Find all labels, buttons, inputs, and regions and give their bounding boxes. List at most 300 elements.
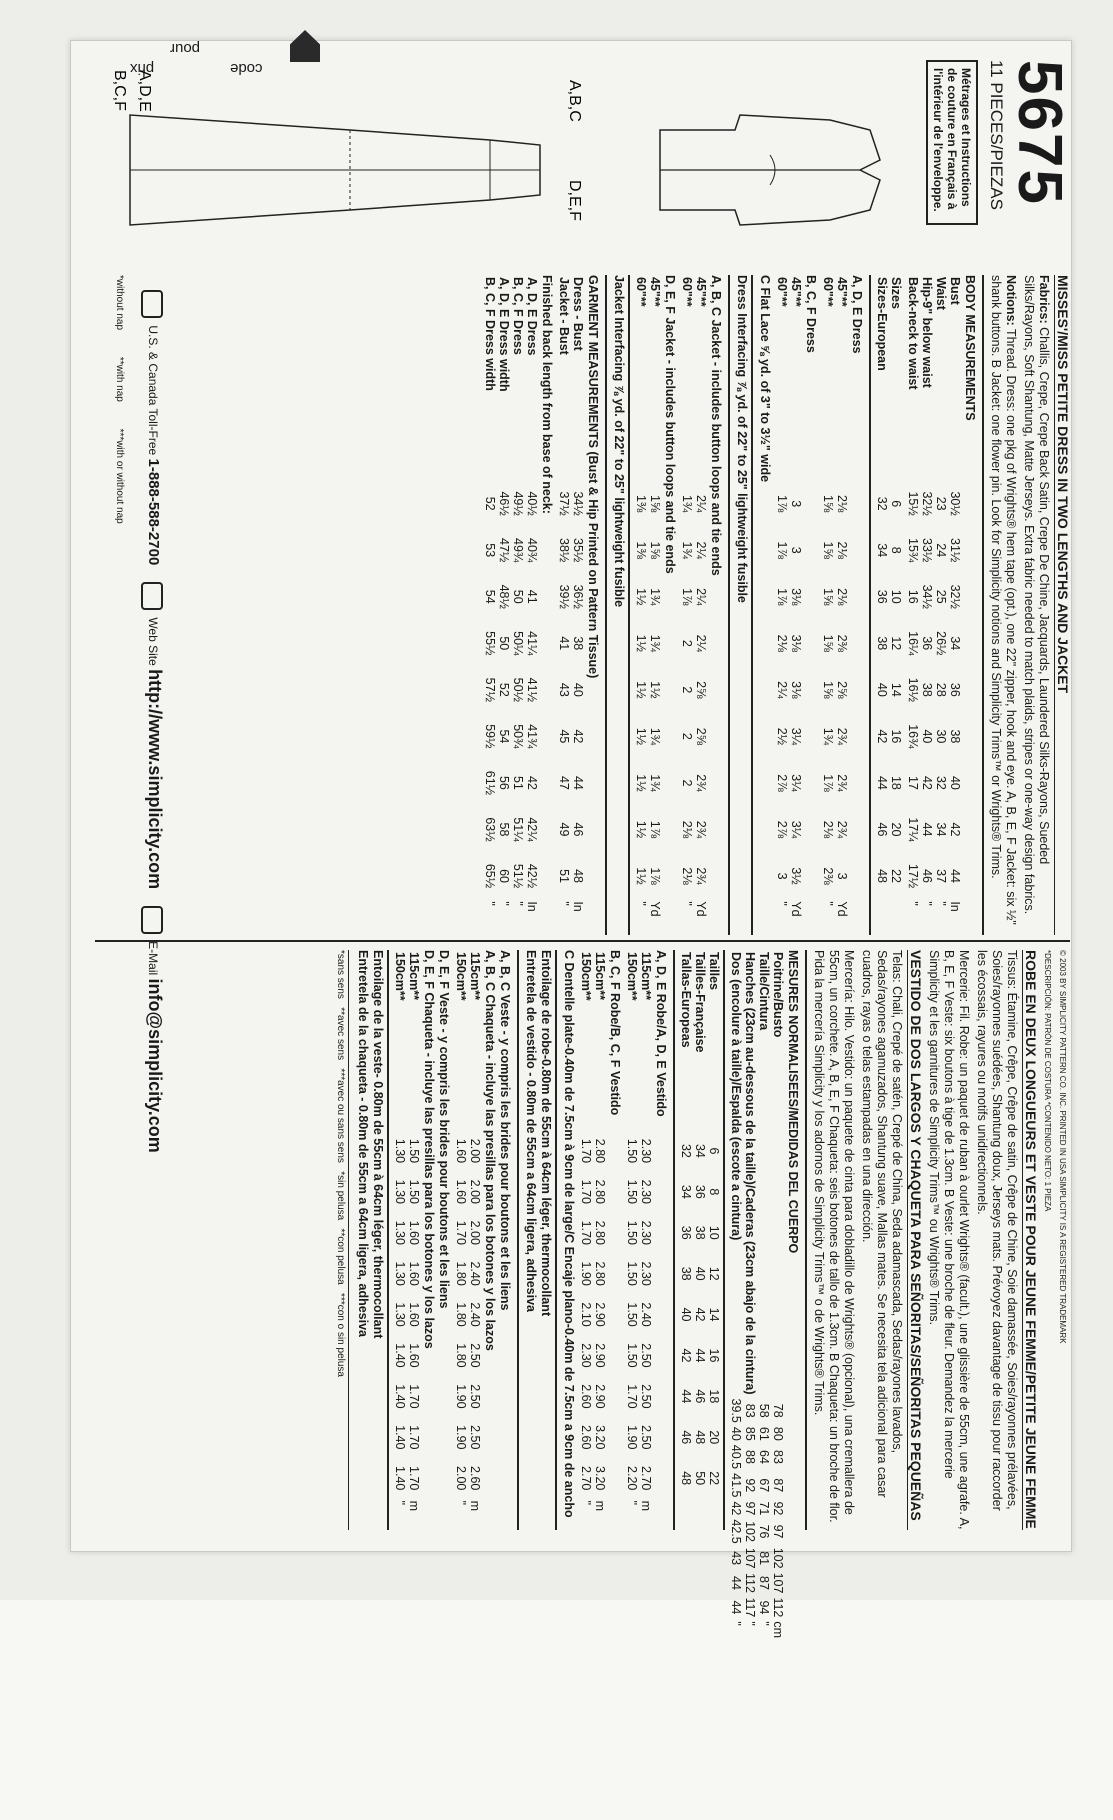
table-cell: 92: [771, 1501, 785, 1516]
table-cell: 2⅞: [775, 774, 789, 792]
unit-cell: In: [948, 901, 962, 912]
table-cell: 1½: [634, 634, 648, 652]
table-cell: 85: [743, 1426, 757, 1441]
table-cell: 34: [934, 822, 948, 837]
table-cell: 1¾: [648, 588, 662, 606]
table-cell: 32: [875, 496, 889, 511]
table-row: [757, 950, 771, 1640]
table-cell: 41½: [525, 677, 539, 703]
table-cell: 1.90: [454, 1425, 468, 1450]
table-cell: 2¾: [694, 774, 708, 792]
unit-cell: m: [468, 1500, 482, 1512]
table-cell: 1½: [634, 588, 648, 606]
table-cell: 49¾: [511, 538, 525, 563]
legal-line-1: © 2003 BY SIMPLICITY PATTERN CO. INC. PRINTED IN USA SIMPLICITY IS A REGISTERED TRADEMARK: [1058, 950, 1067, 1344]
table-cell: 2: [680, 732, 694, 740]
row-label: 60"**: [821, 277, 835, 307]
dentelle-line: C Dentelle plate-0.40m de 7.5cm à 9cm de large/C Encaje plano-0.40m de 7.5cm a 9cm de ancho: [562, 950, 576, 1518]
sizes-table: [875, 275, 903, 935]
email-link[interactable]: info@simplicity.com: [145, 978, 165, 1153]
table-cell: 6: [707, 1147, 721, 1155]
legal-line-2: *DESCRIPCIÓN: PATRÓN DE COSTURA *CONTENIDO NETO: 1 PIEZA: [1043, 950, 1052, 1212]
table-row: [634, 275, 648, 935]
fabrics-text: Fabrics: Challis, Crepe, Crepe Back Satin, Crepe De Chine, Jacquards, Laundered Silks-Rayons, Sueded Silks/Rayons, Soft Shantung, Matte Jerseys. Extra fabric needed to match plaids, stripes or one-way design fabrics.: [1022, 275, 1051, 915]
table-cell: 2.30: [639, 1179, 653, 1205]
table-cell: 2.10: [579, 1302, 593, 1327]
table-cell: 8: [889, 546, 903, 554]
row-label: Tallas-Europeas: [679, 952, 693, 1048]
row-label: 45"**: [835, 277, 849, 307]
table-cell: 49½: [511, 491, 525, 516]
table-cell: 50: [497, 636, 511, 651]
table-cell: 1¾: [648, 774, 662, 792]
table-cell: 34½: [920, 584, 934, 609]
table-cell: 1.50: [407, 1179, 421, 1205]
table-cell: 2.80: [593, 1220, 607, 1245]
table-cell: 1.50: [625, 1343, 639, 1368]
table-cell: 47: [557, 775, 571, 790]
merceria-text: Mercería: Hilo. Vestido: un paquete de cinta para dobladillo de Wrights® (opcional), una cremallera de 55cm, un corchete. A, B, E, F Chaqueta: seis botones de tallo de 1.3cm. B Chaqueta: un broche de flor. Pida la mercería Simplicity y los adornos de Simplicity Trims™ o de Wrights® Trims.: [812, 950, 856, 1523]
table-cell: 1⅞: [775, 494, 789, 513]
table-cell: 2.80: [593, 1261, 607, 1286]
table-cell: 2.00: [468, 1179, 482, 1205]
phone-number[interactable]: 1-888-588-2700: [145, 458, 162, 566]
table-cell: 2⅛: [835, 541, 849, 559]
table-cell: 22: [889, 869, 903, 883]
pieces-count: 11 PIECES/PIEZAS: [987, 60, 1006, 210]
table-cell: 38: [920, 682, 934, 697]
mercerie-text: Mercerie: Fil. Robe: un paquet de ruban à ourlet Wrights® (facult.), une glissière de 55cm, une agrafe. A, B, E, F Veste: six boutons à tige de 1.3cm. B Veste: une broche de fleur. Demandez la mercerie Simplicity et les garnitures de Simplicity Trims™ ou Wrights® Trims.: [927, 950, 971, 1530]
table-cell: 1¾: [680, 494, 694, 513]
table-cell: 76: [757, 1524, 771, 1539]
table-cell: 80: [771, 1426, 785, 1441]
table-row: [835, 275, 849, 935]
table-cell: 1⅝: [648, 541, 662, 559]
table-cell: 51: [511, 775, 525, 790]
table-cell: 16¼: [906, 631, 920, 656]
table-cell: 20: [707, 1430, 721, 1445]
table-cell: 34: [948, 636, 962, 651]
unit-cell: Yd: [789, 901, 803, 917]
table-cell: 42¼: [525, 817, 539, 842]
table-cell: 3.20: [593, 1466, 607, 1491]
row-label: Hanches (23cm au-dessous de la taille)/Caderas (23cm abajo de la cintura): [743, 952, 757, 1395]
table-cell: 36½: [571, 584, 585, 609]
table-cell: 2.80: [593, 1179, 607, 1205]
table-cell: 42: [948, 822, 962, 837]
unit-cell: m: [407, 1500, 421, 1512]
table-row: [771, 950, 785, 1640]
table-row: [934, 275, 948, 935]
table-cell: 36: [679, 1225, 693, 1240]
table-cell: 35½: [571, 538, 585, 563]
table-cell: 42: [679, 1348, 693, 1363]
table-cell: 40.5: [729, 1444, 743, 1470]
table-cell: 61½: [483, 770, 497, 796]
unit-cell: m: [639, 1500, 653, 1512]
table-cell: 107: [743, 1547, 757, 1569]
table-cell: 32: [679, 1143, 693, 1158]
table-row: [407, 950, 421, 1530]
table-cell: 1.50: [407, 1138, 421, 1164]
table-cell: 45: [557, 729, 571, 744]
table-cell: 25: [934, 589, 948, 604]
footnote-1: *without nap: [114, 275, 125, 331]
table-cell: 12: [707, 1266, 721, 1281]
table-cell: 59½: [483, 724, 497, 749]
fr-footnote-3: ***avec ou sans sens: [335, 1068, 346, 1163]
table-cell: 2¾: [835, 774, 849, 792]
table-row: [625, 950, 639, 1530]
unit-cell: ": [393, 1500, 407, 1506]
table-row: [920, 275, 934, 935]
table-cell: 2.90: [593, 1384, 607, 1409]
table-cell: 63½: [483, 817, 497, 842]
dress-ade-label: A, D, E Dress: [850, 275, 864, 354]
table-cell: 48: [679, 1471, 693, 1486]
table-cell: 58: [757, 1403, 771, 1418]
unit-cell: ": [511, 901, 525, 906]
table-cell: 41: [525, 589, 539, 604]
view-label-bcf: B,C,F: [111, 70, 128, 111]
table-row: [875, 275, 889, 935]
table-cell: 1½: [634, 727, 648, 746]
table-cell: 1¾: [680, 541, 694, 559]
table-cell: 1.50: [625, 1261, 639, 1286]
view-label-def: D,E,F: [566, 180, 583, 221]
table-cell: 52: [483, 496, 497, 511]
table-cell: 42: [920, 775, 934, 790]
table-cell: 97: [743, 1501, 757, 1516]
table-row: [483, 275, 497, 935]
table-cell: 46: [875, 822, 889, 837]
table-cell: 1.70: [579, 1179, 593, 1205]
table-cell: 1.70: [407, 1466, 421, 1491]
row-label: 150cm**: [579, 952, 593, 1001]
unit-cell: ": [906, 901, 920, 906]
garment-measurements: [483, 275, 607, 935]
table-cell: 38½: [557, 538, 571, 563]
table-cell: 2: [680, 779, 694, 787]
table-cell: 2.90: [593, 1343, 607, 1368]
table-cell: 1⅞: [680, 588, 694, 606]
row-label: Bust: [948, 277, 962, 305]
table-cell: 1½: [634, 867, 648, 885]
table-cell: 67: [757, 1478, 771, 1493]
dress-bcf-table: [775, 275, 803, 935]
table-cell: 1.90: [625, 1425, 639, 1450]
table-cell: 58: [497, 822, 511, 837]
table-cell: 38: [875, 636, 889, 651]
table-cell: 1.30: [393, 1179, 407, 1205]
table-cell: 102: [743, 1521, 757, 1542]
veste-yardage: [393, 950, 519, 1530]
table-cell: 16½: [906, 677, 920, 703]
table-cell: 44: [875, 775, 889, 790]
table-cell: 2.80: [593, 1138, 607, 1164]
table-cell: 2.90: [593, 1302, 607, 1327]
table-cell: 28: [934, 682, 948, 697]
table-cell: 2.40: [468, 1261, 482, 1286]
english-title: MISSES'/MISS PETITE DRESS IN TWO LENGTHS AND JACKET: [1054, 275, 1070, 935]
body-measurements-title: BODY MEASUREMENTS: [963, 275, 977, 421]
table-cell: 36: [948, 682, 962, 697]
table-cell: 2⅝: [694, 727, 708, 746]
table-cell: 47½: [497, 538, 511, 563]
row-label: 150cm**: [454, 952, 468, 1001]
table-cell: 54: [497, 729, 511, 744]
phone-label: U.S. & Canada Toll-Free: [146, 325, 160, 456]
table-cell: 51½: [511, 863, 525, 889]
view-label-abc: A,B,C: [566, 80, 583, 122]
web-link[interactable]: http://www.simplicity.com: [145, 669, 165, 890]
phone-icon: [141, 290, 163, 318]
table-cell: 1⅝: [821, 634, 835, 652]
es-footnote-3: ***con o sin pelusa: [335, 1293, 346, 1377]
table-cell: 57½: [483, 677, 497, 703]
table-cell: 1½: [648, 681, 662, 699]
table-row: [511, 275, 525, 935]
table-row: [393, 950, 407, 1530]
table-cell: 2.50: [639, 1425, 653, 1450]
table-cell: 48: [693, 1430, 707, 1445]
table-cell: 2⅝: [694, 681, 708, 699]
table-cell: 2¾: [835, 727, 849, 746]
table-cell: 65½: [483, 863, 497, 889]
table-cell: 36: [693, 1184, 707, 1199]
row-label: A, D, E Dress width: [497, 277, 511, 392]
row-label: Sizes-European: [875, 277, 889, 371]
table-cell: 12: [889, 636, 903, 651]
table-cell: 2.50: [468, 1425, 482, 1450]
table-cell: 41.5: [729, 1473, 743, 1498]
row-label: 115cm**: [407, 952, 421, 1000]
lace-line: C Flat Lace ⅝ yd. of 3" to 3½" wide: [758, 275, 772, 483]
view-label-ade: A,D,E: [136, 70, 153, 112]
prix-label: prix: [130, 60, 155, 77]
table-cell: 88: [743, 1450, 757, 1464]
table-cell: 1.60: [454, 1179, 468, 1205]
footnote-3: ***with or without nap: [114, 428, 125, 524]
row-label: 45"**: [648, 277, 662, 307]
table-cell: 37½: [557, 491, 571, 516]
table-cell: 1.60: [407, 1220, 421, 1245]
table-cell: 40½: [525, 491, 539, 516]
table-cell: 2⅛: [680, 867, 694, 885]
table-cell: 2.00: [468, 1138, 482, 1164]
dress-ade-table: [821, 275, 849, 935]
table-cell: 1⅝: [821, 588, 835, 606]
table-cell: 2.30: [579, 1343, 593, 1368]
table-row: [525, 275, 539, 935]
unit-cell: [707, 1499, 721, 1530]
table-cell: 50½: [511, 677, 525, 703]
row-label: 150cm**: [625, 952, 639, 1001]
table-cell: 71: [757, 1501, 771, 1516]
spanish-title: VESTIDO DE DOS LARGOS Y CHAQUETA PARA SEÑORITAS/SEÑORITAS PEQUEÑAS: [907, 950, 923, 1530]
es-footnote-2: **con pelusa: [335, 1228, 346, 1285]
table-cell: 1¾: [648, 727, 662, 746]
table-cell: 1.60: [454, 1138, 468, 1164]
table-row: [571, 275, 585, 935]
table-cell: 1.40: [393, 1466, 407, 1491]
table-cell: 42.5: [729, 1519, 743, 1544]
table-row: [906, 275, 920, 935]
row-label: 115cm**: [593, 952, 607, 1000]
unit-cell: ": [934, 901, 948, 906]
email-label: E-Mail: [146, 941, 160, 976]
body-measurements: [875, 275, 984, 935]
table-cell: 42: [571, 729, 585, 744]
table-cell: 1⅞: [648, 820, 662, 839]
table-cell: 40: [920, 729, 934, 744]
table-cell: 40: [948, 775, 962, 790]
table-cell: 50: [693, 1471, 707, 1486]
table-cell: 78: [771, 1403, 785, 1418]
contact-strip: [125, 290, 165, 1490]
table-cell: 2¼: [694, 541, 708, 559]
table-row: [693, 950, 707, 1530]
table-cell: 39.5: [729, 1398, 743, 1423]
table-cell: 1⅞: [648, 867, 662, 885]
table-cell: 2⅜: [835, 634, 849, 652]
table-cell: 2.50: [639, 1343, 653, 1368]
table-cell: 41¾: [525, 724, 539, 749]
table-cell: 1⅞: [775, 588, 789, 606]
table-cell: 18: [889, 775, 903, 790]
table-row: [775, 275, 789, 935]
table-cell: 102: [771, 1547, 785, 1569]
row-label: Tailles-Française: [693, 952, 707, 1053]
table-cell: 46: [920, 869, 934, 883]
table-cell: 1.30: [393, 1220, 407, 1245]
row-label: B, C, F Dress: [511, 277, 525, 355]
unit-cell: ": [680, 901, 694, 906]
es-footnote-1: *sin pelusa: [335, 1171, 346, 1221]
table-cell: 1⅞: [775, 541, 789, 559]
table-cell: 30½: [948, 491, 962, 516]
table-cell: 2.00: [454, 1466, 468, 1491]
table-cell: 36: [920, 636, 934, 651]
table-cell: 2⅛: [835, 588, 849, 606]
table-cell: 2.70: [579, 1466, 593, 1491]
tailles-table: [679, 950, 721, 1530]
table-cell: 16: [906, 589, 920, 604]
row-label: 115cm**: [468, 952, 482, 1000]
robe-bcf-label: B, C, F Robe/B, C, F Vestido: [608, 950, 622, 1116]
unit-cell: [889, 899, 903, 935]
chaqueta-def-label: D, E, F Chaqueta - incluye las presillas para los botones y los lazos: [422, 950, 436, 1349]
robe-ade-label: A, D, E Robe/A, D, E Vestido: [654, 950, 668, 1117]
entoilage-robe-line: Entoilage de robe-0.80m de 55cm à 64cm léger, thermocollant: [539, 950, 553, 1317]
table-cell: 1.70: [407, 1425, 421, 1450]
table-cell: 42: [525, 775, 539, 790]
unit-cell: ": [557, 901, 571, 906]
code-label: code: [230, 60, 263, 77]
table-row: [468, 950, 482, 1530]
row-label: Hip-9" below waist: [920, 277, 934, 388]
unit-cell: [679, 1499, 693, 1530]
table-cell: 2.30: [639, 1138, 653, 1164]
table-cell: 1⅜: [634, 541, 648, 559]
table-cell: 52: [497, 682, 511, 697]
dress-yardage: [757, 275, 871, 935]
table-row: [679, 950, 693, 1530]
table-cell: 87: [757, 1576, 771, 1590]
table-cell: 16: [707, 1348, 721, 1363]
table-cell: 1.90: [579, 1261, 593, 1286]
table-cell: 40: [679, 1307, 693, 1322]
unit-cell: ": [634, 901, 648, 906]
table-cell: 1.70: [579, 1138, 593, 1164]
jacket-def-label: D, E, F Jacket - includes button loops and tie ends: [663, 275, 677, 574]
table-cell: 3: [835, 872, 849, 880]
table-cell: 2.60: [579, 1425, 593, 1450]
table-cell: 117: [743, 1597, 757, 1618]
veste-def-table: [393, 950, 421, 1530]
table-cell: 17: [906, 775, 920, 790]
table-cell: 2.30: [639, 1220, 653, 1245]
dress-drawing: [110, 60, 550, 270]
table-cell: 1.40: [393, 1384, 407, 1409]
table-cell: 2⅞: [775, 820, 789, 839]
fr-footnote-1: *sans sens: [335, 950, 346, 999]
table-cell: 1¾: [821, 727, 835, 746]
table-cell: 2⅝: [835, 681, 849, 699]
table-cell: 41: [557, 636, 571, 651]
table-cell: 40¾: [525, 538, 539, 563]
table-cell: 2¾: [694, 820, 708, 839]
table-cell: 33½: [920, 538, 934, 563]
table-cell: 26½: [934, 631, 948, 656]
table-cell: 2¼: [775, 681, 789, 699]
table-cell: 18: [707, 1389, 721, 1404]
unit-cell: Yd: [835, 901, 849, 917]
table-cell: 40: [693, 1266, 707, 1281]
table-cell: 42: [693, 1307, 707, 1322]
table-cell: 1.50: [625, 1179, 639, 1205]
table-cell: 24: [934, 543, 948, 558]
veste-abc-label: A, B, C Veste - y compris les brides pour boutons et les liens: [498, 950, 512, 1311]
table-cell: 2¼: [694, 634, 708, 652]
table-cell: 1.80: [454, 1261, 468, 1286]
table-cell: 1.60: [407, 1261, 421, 1286]
table-cell: 22: [707, 1471, 721, 1486]
header-column: [95, 60, 1074, 270]
table-cell: 3: [775, 872, 789, 880]
row-label: Dos (encolure à taille)/Espalda (escote a cintura): [729, 952, 743, 1241]
table-row: [789, 275, 803, 935]
table-cell: 3⅛: [789, 681, 803, 699]
footnote-2: **with nap: [114, 356, 125, 402]
table-cell: 42: [729, 1501, 743, 1516]
table-cell: 3: [789, 546, 803, 554]
row-label: 150cm**: [393, 952, 407, 1001]
table-row: [889, 275, 903, 935]
table-cell: 44: [693, 1348, 707, 1363]
mesures-table: [729, 950, 785, 1640]
table-cell: 1.40: [393, 1425, 407, 1450]
table-cell: 1.80: [454, 1343, 468, 1368]
row-label: B, C, F Dress width: [483, 277, 497, 391]
table-cell: 53: [483, 543, 497, 558]
fr-footnote-2: **avec sens: [335, 1007, 346, 1061]
tailles: [679, 950, 725, 1530]
table-cell: 3½: [789, 867, 803, 885]
jacket-interfacing: Jacket Interfacing ⅞ yd. of 22" to 25" lightweight fusible: [611, 275, 630, 935]
table-cell: 44: [920, 822, 934, 837]
table-cell: 2.50: [468, 1384, 482, 1409]
